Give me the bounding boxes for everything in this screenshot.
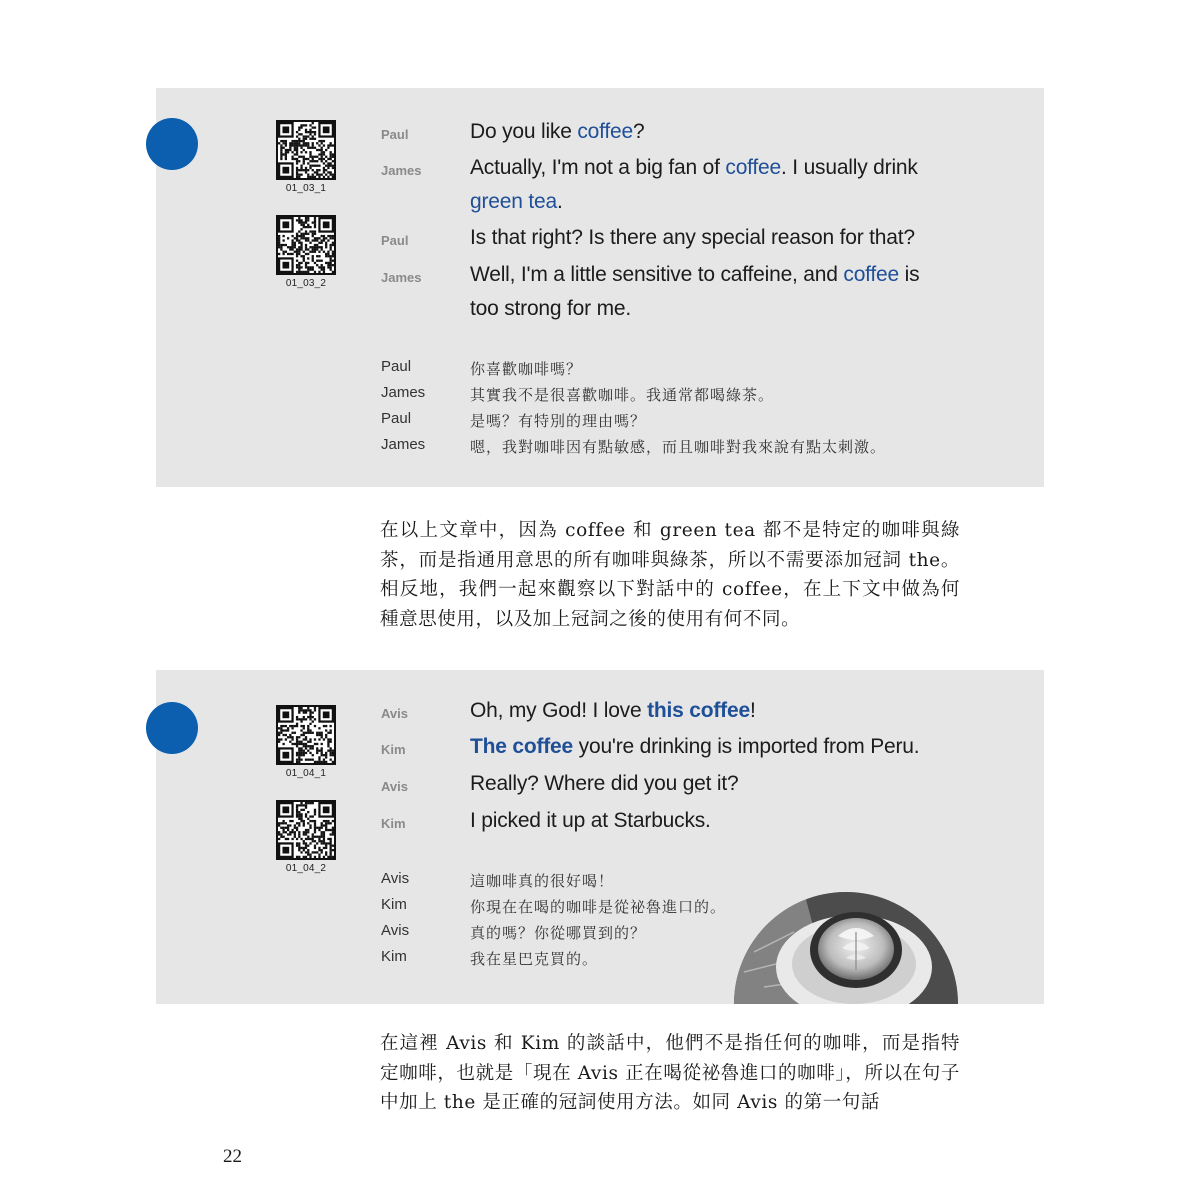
dialogue-line: Is that right? Is there any special reason for that? <box>470 226 915 249</box>
translation-speaker: James <box>381 384 426 401</box>
translation-speaker: Avis <box>381 922 410 939</box>
explanation-paragraph: 在這裡 Avis 和 Kim 的談話中，他們不是指任何的咖啡，而是指特定咖啡，也就是「現在 Avis 正在喝從祕魯進口的咖啡」，所以在句子中加上 the 是正確的冠詞使用方法。如同 Avis 的第一句話 <box>380 1033 960 1113</box>
qr-code-label: 01_03_1 <box>285 183 327 194</box>
translation-line: 你喜歡咖啡嗎？ <box>470 360 583 378</box>
translation-line: 你現在在喝的咖啡是從祕魯進口的。 <box>470 898 727 916</box>
coffee-cup-image <box>734 892 974 1004</box>
qr-code-icon <box>276 800 336 860</box>
explanation-paragraph: 在以上文章中，因為 coffee 和 green tea 都不是特定的咖啡與綠茶，而是指通用意思的所有咖啡與綠茶，所以不需要添加冠詞 the。相反地，我們一起來觀察以下對話中的 coffee，在上下文中做為何種意思使用，以及加上冠詞之後的使用有何不同。 <box>380 520 960 630</box>
highlighted-term: green tea <box>470 190 557 213</box>
dialogue-line: Really? Where did you get it? <box>470 772 739 795</box>
translation-speaker: Avis <box>381 870 410 887</box>
qr-code-label: 01_04_2 <box>285 863 327 874</box>
section-marker-dot <box>146 702 198 754</box>
highlighted-term: this coffee <box>647 699 750 722</box>
qr-code-label: 01_04_1 <box>285 768 327 779</box>
translation-line: 真的嗎？你從哪買到的？ <box>470 924 647 942</box>
translation-line: 其實我不是很喜歡咖啡。我通常都喝綠茶。 <box>470 386 775 404</box>
speaker-name: Paul <box>381 127 409 142</box>
speaker-name: Avis <box>381 706 408 721</box>
translation-line: 我在星巴克買的。 <box>470 950 599 968</box>
audio-qr-code[interactable] <box>276 120 336 194</box>
speaker-name: Avis <box>381 779 408 794</box>
speaker-name: James <box>381 163 422 178</box>
translation-speaker: Paul <box>381 358 412 375</box>
translation-line: 是嗎？有特別的理由嗎？ <box>470 412 647 430</box>
dialogue-line: Actually, I'm not a big fan of coffee. I usually drink <box>470 156 918 179</box>
translation-line: 這咖啡真的很好喝！ <box>470 872 615 890</box>
translation-line: 嗯，我對咖啡因有點敏感，而且咖啡對我來說有點太刺激。 <box>470 438 887 456</box>
dialogue-line: The coffee you're drinking is imported from Peru. <box>470 735 920 758</box>
translation-speaker: Paul <box>381 410 412 427</box>
translation-speaker: James <box>381 436 426 453</box>
qr-code-icon <box>276 120 336 180</box>
speaker-name: James <box>381 270 422 285</box>
highlighted-term: The coffee <box>470 735 574 758</box>
qr-code-icon <box>276 705 336 765</box>
page-number: 22 <box>223 1146 242 1167</box>
translation-speaker: Kim <box>381 948 407 965</box>
speaker-name: Paul <box>381 233 409 248</box>
translation-speaker: Kim <box>381 896 407 913</box>
dialogue-line: Do you like coffee? <box>470 120 645 143</box>
audio-qr-code[interactable] <box>276 215 336 289</box>
audio-qr-code[interactable] <box>276 800 336 874</box>
section-marker-dot <box>146 118 198 170</box>
highlighted-term: coffee <box>725 156 782 179</box>
audio-qr-code[interactable] <box>276 705 336 779</box>
speaker-name: Kim <box>381 742 406 757</box>
dialogue-line: Well, I'm a little sensitive to caffeine, and coffee is <box>470 263 920 286</box>
qr-code-icon <box>276 215 336 275</box>
dialogue-line-continued: green tea. <box>470 190 563 213</box>
dialogue-line: I picked it up at Starbucks. <box>470 809 711 832</box>
speaker-name: Kim <box>381 816 406 831</box>
dialogue-line-continued: too strong for me. <box>470 297 631 320</box>
highlighted-term: coffee <box>577 120 633 143</box>
qr-code-label: 01_03_2 <box>285 278 327 289</box>
dialogue-line: Oh, my God! I love this coffee! <box>470 699 756 722</box>
highlighted-term: coffee <box>843 263 900 286</box>
